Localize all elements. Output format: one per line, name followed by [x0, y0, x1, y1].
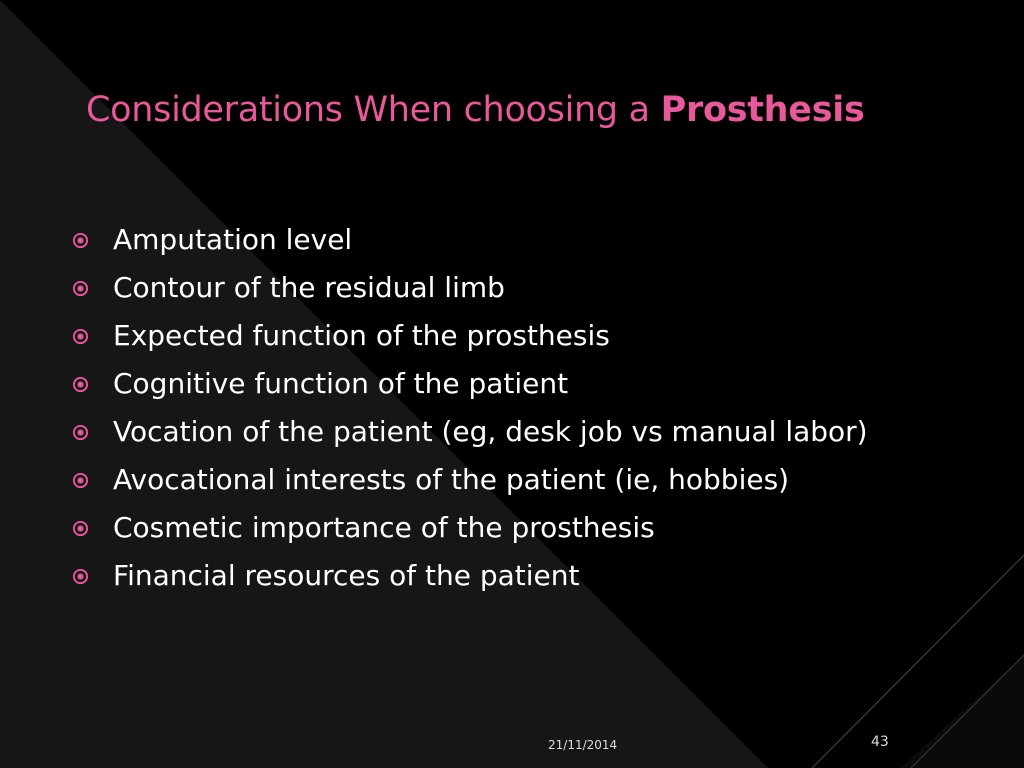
page-number: 43 — [871, 734, 889, 750]
circled-dot-icon — [72, 280, 89, 297]
circled-dot-icon — [72, 376, 89, 393]
footer-date: 21/11/2014 — [548, 738, 618, 752]
bullet-item — [70, 268, 930, 308]
circled-dot-icon — [72, 568, 89, 585]
slide-title — [86, 84, 1006, 136]
bullet-text: Amputation level — [113, 223, 353, 256]
bullet-item — [70, 508, 930, 548]
bullet-list — [70, 220, 930, 604]
background-triangle-corner — [900, 655, 1024, 768]
circled-dot-icon — [72, 424, 89, 441]
bullet-text: Contour of the residual limb — [113, 271, 505, 304]
circled-dot-icon — [72, 232, 89, 249]
title-text: Considerations When choosing a — [86, 90, 661, 130]
circled-dot-icon — [72, 328, 89, 345]
bullet-text: Avocational interests of the patient (ie, hobbies) — [113, 463, 790, 496]
bullet-item — [70, 412, 930, 452]
bullet-text: Cognitive function of the patient — [113, 367, 569, 400]
bullet-text: Vocation of the patient (eg, desk job vs manual labor) — [113, 415, 868, 448]
bullet-item — [70, 556, 930, 596]
bullet-item — [70, 364, 930, 404]
bullet-text: Cosmetic importance of the prosthesis — [113, 511, 655, 544]
bullet-text: Financial resources of the patient — [113, 559, 580, 592]
circled-dot-icon — [72, 472, 89, 489]
bullet-item — [70, 220, 930, 260]
title-emphasis: Prosthesis — [660, 90, 865, 130]
bullet-item — [70, 460, 930, 500]
bullet-item — [70, 316, 930, 356]
circled-dot-icon — [72, 520, 89, 537]
bullet-text: Expected function of the prosthesis — [113, 319, 610, 352]
